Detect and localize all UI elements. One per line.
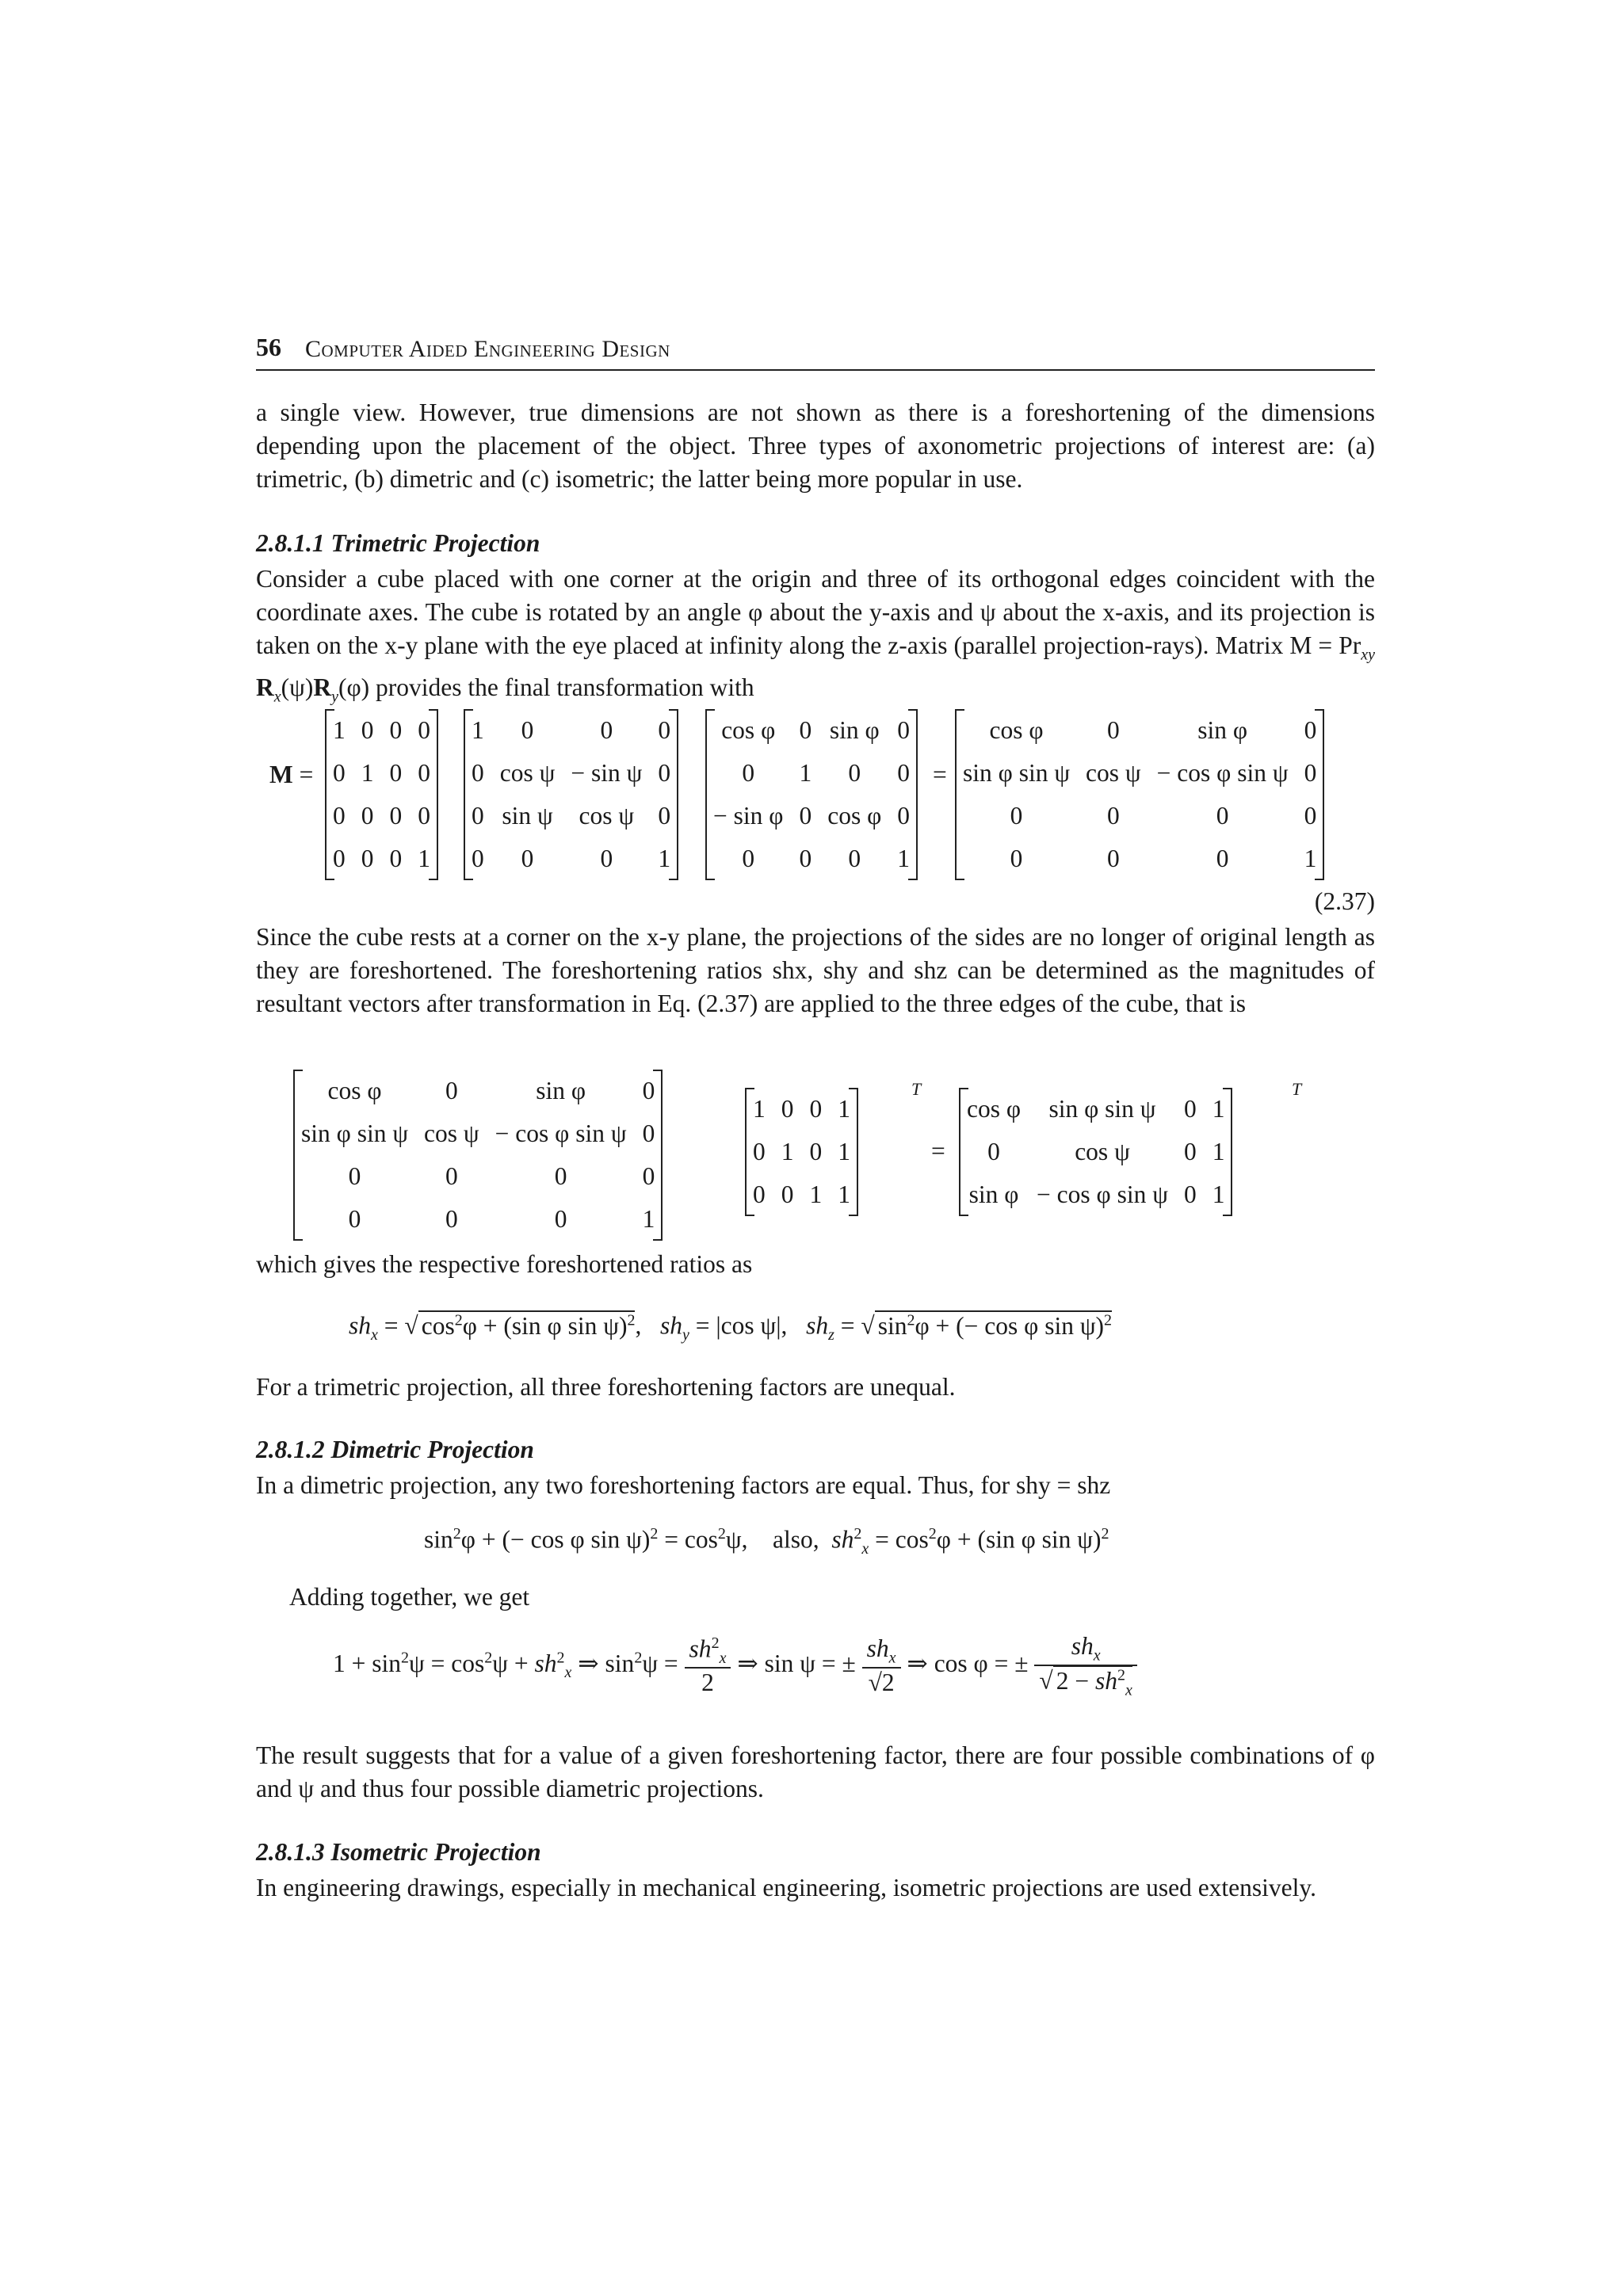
- matrix-cell: cos φ: [827, 802, 882, 830]
- matrix-cell: 0: [418, 802, 430, 830]
- matrix-row: [464, 837, 678, 880]
- matrix-row: [745, 1131, 858, 1173]
- matrix-cell: 0: [418, 759, 430, 787]
- matrix-cell: 0: [1304, 759, 1317, 787]
- matrix-row: [293, 1198, 663, 1241]
- combined-equation: $1 + \sin^2\psi = \cos^2\psi + sh^2_x$ ⇒ $\sin^2\psi$ = $\frac{sh^2_x}{2}$ ⇒ sin ψ = ± $\frac{sh_x}{√2}$ ⇒ cos φ = ± $\frac{sh_x}{√ 2 - sh^2_x}$: [333, 1632, 1137, 1699]
- matrix-cell: 0: [1010, 845, 1023, 872]
- matrix-m-repeat: [293, 1070, 663, 1241]
- matrix-cell: 0: [1106, 716, 1120, 744]
- matrix-cell: 0: [1106, 845, 1120, 872]
- matrix-cell: 0: [521, 845, 534, 872]
- matrix-cell: 0: [799, 716, 812, 744]
- adding-paragraph: Adding together, we get: [289, 1583, 530, 1611]
- matrix-cell: cos ψ: [424, 1119, 479, 1147]
- matrix-cell: 0: [809, 1095, 823, 1123]
- matrix-cell: 1: [838, 1180, 850, 1208]
- matrix-cell: 0: [348, 1162, 361, 1190]
- matrix-cell: 0: [848, 759, 861, 787]
- matrix-cell: 0: [642, 1077, 655, 1104]
- matrix-row: [325, 795, 438, 837]
- matrix-cell: 0: [897, 802, 911, 830]
- matrix-table: [705, 709, 918, 880]
- matrix-cell: 1: [799, 759, 812, 787]
- matrix-table: [745, 1088, 858, 1216]
- matrix-cell: 0: [781, 1095, 794, 1123]
- matrix-row: [705, 752, 918, 795]
- transpose-mark: T: [911, 1079, 922, 1099]
- matrix-cell: 0: [445, 1205, 458, 1233]
- matrix-cell: 0: [333, 759, 346, 787]
- matrix-cell: 0: [389, 845, 403, 872]
- matrix-cell: 0: [753, 1138, 766, 1165]
- matrix-row: [325, 837, 438, 880]
- matrix-cell: 0: [799, 845, 812, 872]
- matrix-cell: 0: [799, 802, 812, 830]
- matrix-cell: 0: [781, 1180, 794, 1208]
- matrix-cell: 0: [1216, 802, 1229, 830]
- matrix-cell: 0: [1183, 1138, 1197, 1165]
- transpose-mark: T: [1292, 1079, 1302, 1099]
- matrix-cell: 0: [1304, 716, 1317, 744]
- page-number: 56: [256, 333, 281, 361]
- section-title-isometric: 2.8.1.3 Isometric Projection: [256, 1838, 541, 1866]
- intro-paragraph: a single view. However, true dimensions are not shown as there is a foreshortening of the dimensions depending upon the placement of the object. Three types of axonometric projections of interest are: (a) trimetric, (b) dimetric and (c) isometric; the latter being more popular in use.: [256, 399, 1375, 493]
- trimetric-unequal-paragraph: For a trimetric projection, all three foreshortening factors are unequal.: [256, 1373, 956, 1401]
- isometric-paragraph: In engineering drawings, especially in mechanical engineering, isometric projections are used extensively.: [256, 1874, 1316, 1901]
- matrix-cell: 0: [600, 716, 613, 744]
- matrix-row: [955, 752, 1324, 795]
- matrix-cell: 0: [1183, 1095, 1197, 1123]
- matrix-row: [959, 1131, 1232, 1173]
- dimetric-paragraph: In a dimetric projection, any two foreshortening factors are equal. Thus, for shy = shz: [256, 1471, 1111, 1499]
- matrix-cell: 0: [1010, 802, 1023, 830]
- matrix-row: [705, 837, 918, 880]
- running-header: [256, 333, 1375, 371]
- matrix-cell: 0: [642, 1119, 655, 1147]
- matrix-table: [464, 709, 678, 880]
- matrix-cell: 0: [472, 845, 484, 872]
- matrix-cell: 1: [1304, 845, 1317, 872]
- matrix-cell: 0: [742, 845, 755, 872]
- matrix-row: [293, 1070, 663, 1112]
- matrix-cell: sin φ: [1197, 716, 1248, 744]
- matrix-cell: 0: [472, 802, 484, 830]
- equals-sign: =: [931, 1137, 945, 1165]
- matrix-cell: cos ψ: [1086, 759, 1141, 787]
- foreshortening-ratios-equation: $sh_x$ = √ $\cos^2\varphi + (\sin$ φ sin ψ)$^2$, $sh_y = |\cos$ ψ|, $sh_z$ = √ $\sin^2\varphi$ + (− cos φ sin ψ)$^2$: [349, 1311, 1113, 1344]
- matrix-cell: 1: [781, 1138, 794, 1165]
- matrix-cell: cos ψ: [499, 759, 556, 787]
- matrix-cell: 1: [658, 845, 671, 872]
- matrix-cell: 1: [897, 845, 911, 872]
- matrix-cell: − sin ψ: [571, 759, 643, 787]
- matrix-cell: sin φ sin ψ: [963, 759, 1071, 787]
- matrix-row: [325, 709, 438, 752]
- matrix-rotation-x: [464, 709, 678, 880]
- matrix-cell: 1: [1212, 1138, 1225, 1165]
- matrix-row: [745, 1088, 858, 1131]
- matrix-cell: 0: [1304, 802, 1317, 830]
- dimetric-equation: $\sin^2\varphi$ + (− cos φ $\sin \psi)^2 = \cos^2\psi$, also, $sh^2_x = \cos^2\varphi + (\sin$ φ sin ψ)$^2$: [424, 1525, 1109, 1558]
- matrix-cell: 1: [333, 716, 346, 744]
- matrix-cell: 1: [472, 716, 484, 744]
- matrix-cell: 0: [658, 802, 671, 830]
- matrix-cell: − cos φ sin ψ: [1156, 759, 1289, 787]
- matrix-cell: 0: [1106, 802, 1120, 830]
- trimetric-text: Consider a cube placed with one corner at the origin and three of its orthogonal edges coincident with the coordinate axes. The cube is rotated by an angle φ about the y-axis and ψ about the x-axis, and its projection is taken on the x-y plane with the eye placed at infinity along the z-axis (parallel projection-rays). Matrix M = Pr: [256, 565, 1375, 659]
- matrix-cell: 0: [1183, 1180, 1197, 1208]
- matrix-cell: 0: [753, 1180, 766, 1208]
- matrix-cell: 0: [897, 759, 911, 787]
- section-title-trimetric: 2.8.1.1 Trimetric Projection: [256, 529, 540, 557]
- matrix-cell: 0: [472, 759, 484, 787]
- section-title-dimetric: 2.8.1.2 Dimetric Projection: [256, 1436, 534, 1463]
- trimetric-text-tail: provides the final transformation with: [369, 673, 754, 702]
- matrix-cell: 0: [445, 1077, 458, 1104]
- matrix-cell: sin φ sin ψ: [301, 1119, 409, 1147]
- matrix-projection: [325, 709, 438, 880]
- matrix-cell: 0: [333, 802, 346, 830]
- matrix-cell: 0: [361, 802, 374, 830]
- matrix-cell: cos φ: [327, 1077, 382, 1104]
- matrix-cell: 0: [554, 1162, 567, 1190]
- matrix-cell: 0: [445, 1162, 458, 1190]
- matrix-cell: 0: [418, 716, 430, 744]
- matrix-cell: 0: [333, 845, 346, 872]
- matrix-cell: 1: [1212, 1180, 1225, 1208]
- equation-number: (2.37): [1314, 887, 1375, 915]
- matrix-row: [955, 837, 1324, 880]
- matrix-edges-result: [959, 1088, 1232, 1216]
- matrix-row: [293, 1112, 663, 1155]
- matrix-cell: cos φ: [967, 1095, 1022, 1123]
- matrix-cell: cos φ: [721, 716, 776, 744]
- matrix-cell: 1: [753, 1095, 766, 1123]
- matrix-cell: − cos φ sin ψ: [495, 1119, 627, 1147]
- matrix-cell: 0: [600, 845, 613, 872]
- matrix-cell: 0: [389, 802, 403, 830]
- matrix-result-m: [955, 709, 1324, 880]
- since-paragraph: Since the cube rests at a corner on the x-y plane, the projections of the sides are no longer of original length as they are foreshortened. The foreshortening ratios shx, shy and shz can be determined as the magnitudes of resultant vectors after transformation in Eq. (2.37) are applied to the three edges of the cube, that is: [256, 923, 1375, 1017]
- matrix-cell: sin ψ: [502, 802, 553, 830]
- matrix-cell: cos φ: [989, 716, 1044, 744]
- matrix-row: [464, 795, 678, 837]
- matrix-cell: 0: [389, 759, 403, 787]
- result-paragraph: The result suggests that for a value of a given foreshortening factor, there are four possible combinations of φ and ψ and thus four possible diametric projections.: [256, 1741, 1375, 1802]
- matrix-edges: [745, 1088, 858, 1216]
- matrix-cell: sin φ: [829, 716, 880, 744]
- matrix-cell: 1: [838, 1095, 850, 1123]
- matrix-cell: 0: [742, 759, 755, 787]
- matrix-cell: 0: [389, 716, 403, 744]
- trimetric-paragraph: Consider a cube placed with one corner at the origin and three of its orthogonal edges coincident with the coordinate axes. The cube is rotated by an angle φ about the y-axis and ψ about the x-axis, and its projection is taken on the x-y plane with the eye placed at infinity along the z-axis (parallel projection-rays). Matrix $M = Pr_{xy}$ $R_x(\psi)R_y(\varphi)$ provides the final transformation with: [256, 565, 1375, 706]
- matrix-cell: 1: [642, 1205, 655, 1233]
- matrix-row: [959, 1088, 1232, 1131]
- matrix-cell: cos ψ: [1075, 1138, 1130, 1165]
- m-symbol: M =: [269, 761, 314, 788]
- matrix-cell: 0: [658, 716, 671, 744]
- running-head-title: Computer Aided Engineering Design: [305, 336, 670, 362]
- matrix-cell: 0: [521, 716, 534, 744]
- matrix-cell: 0: [642, 1162, 655, 1190]
- matrix-row: [955, 709, 1324, 752]
- matrix-cell: 0: [361, 716, 374, 744]
- matrix-cell: 1: [809, 1180, 823, 1208]
- matrix-row: [464, 752, 678, 795]
- matrix-table: [959, 1088, 1232, 1216]
- matrix-cell: 0: [848, 845, 861, 872]
- matrix-row: [464, 709, 678, 752]
- matrix-row: [955, 795, 1324, 837]
- matrix-cell: 1: [361, 759, 374, 787]
- matrix-cell: 0: [1216, 845, 1229, 872]
- matrix-cell: 0: [987, 1138, 1000, 1165]
- matrix-rotation-y: [705, 709, 918, 880]
- matrix-cell: 0: [348, 1205, 361, 1233]
- matrix-cell: sin φ: [968, 1180, 1019, 1208]
- matrix-table: [955, 709, 1324, 880]
- matrix-cell: 0: [658, 759, 671, 787]
- matrix-cell: 0: [809, 1138, 823, 1165]
- matrix-row: [705, 795, 918, 837]
- matrix-row: [745, 1173, 858, 1216]
- matrix-cell: − cos φ sin ψ: [1037, 1180, 1168, 1208]
- matrix-row: [325, 752, 438, 795]
- matrix-cell: 0: [361, 845, 374, 872]
- matrix-cell: 1: [838, 1138, 850, 1165]
- matrix-cell: cos ψ: [579, 802, 635, 830]
- matrix-row: [293, 1155, 663, 1198]
- gives-paragraph: which gives the respective foreshortened ratios as: [256, 1250, 753, 1278]
- matrix-cell: 0: [554, 1205, 567, 1233]
- equals-sign: =: [933, 761, 947, 788]
- matrix-row: [959, 1173, 1232, 1216]
- matrix-cell: 0: [897, 716, 911, 744]
- matrix-cell: 1: [418, 845, 430, 872]
- matrix-cell: 1: [1212, 1095, 1225, 1123]
- matrix-table: [325, 709, 438, 880]
- matrix-row: [705, 709, 918, 752]
- matrix-cell: − sin φ: [713, 802, 784, 830]
- matrix-cell: sin φ sin ψ: [1048, 1095, 1156, 1123]
- matrix-cell: sin φ: [536, 1077, 586, 1104]
- matrix-table: [293, 1070, 663, 1241]
